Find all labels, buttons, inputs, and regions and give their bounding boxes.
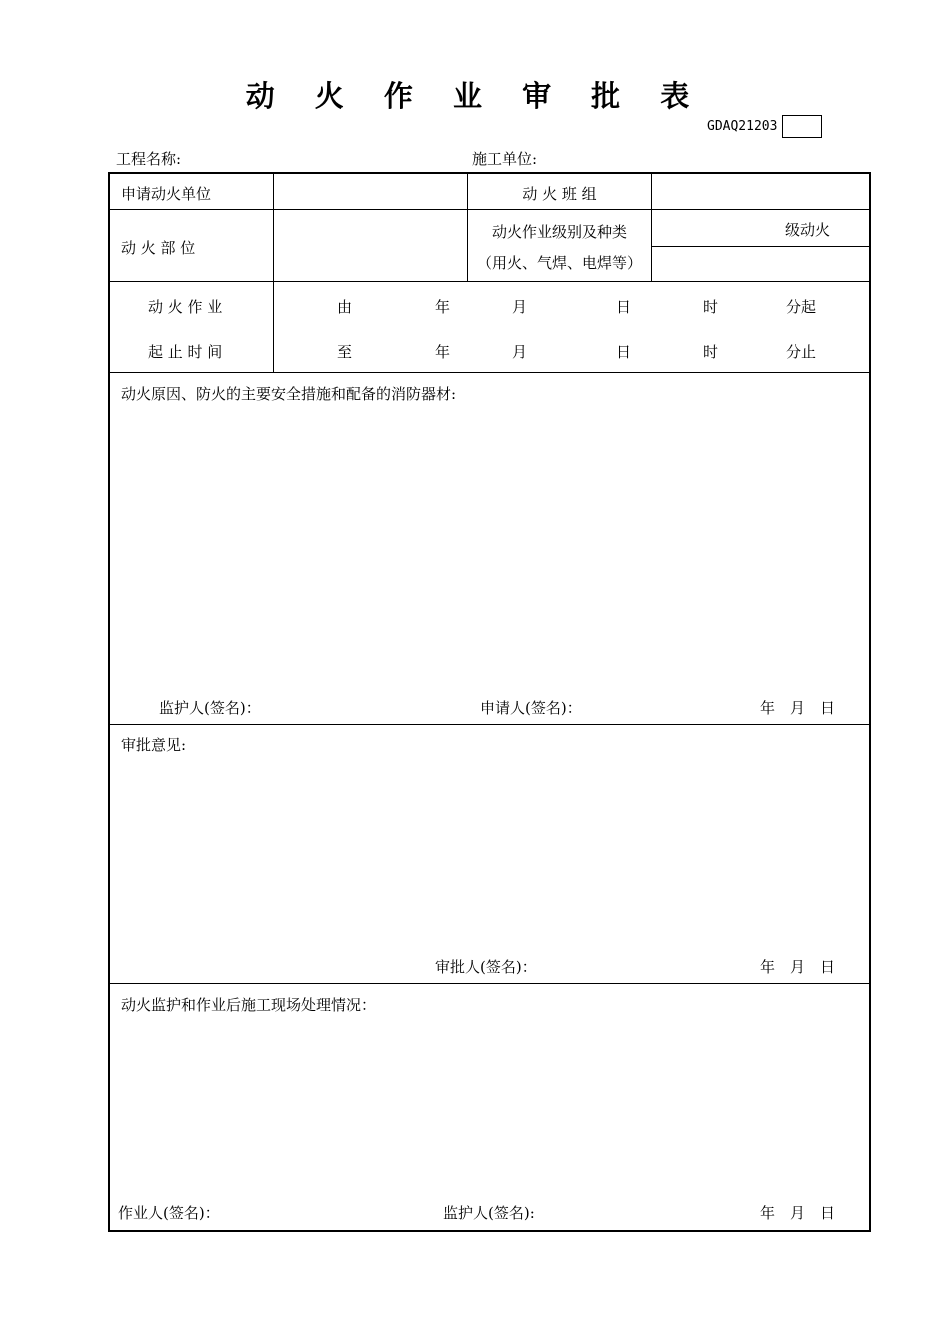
construction-unit-label: 施工单位: (472, 150, 538, 168)
start-month: 月 (512, 298, 528, 316)
page-title: 动 火 作 业 审 批 表 (245, 79, 705, 113)
start-hour: 时 (703, 298, 719, 316)
level-label-line1: 动火作业级别及种类 (491, 223, 627, 241)
aftermath-supervisor-sign: 监护人(签名): (443, 1204, 535, 1222)
apply-unit-field[interactable] (275, 175, 466, 208)
start-minute: 分起 (786, 298, 817, 316)
apply-unit-label: 申请动火单位 (121, 185, 212, 203)
team-field[interactable] (653, 175, 868, 208)
worker-sign: 作业人(签名)： (118, 1204, 220, 1222)
reason-field[interactable] (112, 406, 867, 686)
time-from: 由 (337, 298, 353, 316)
aftermath-date: 年 月 日 (760, 1204, 836, 1222)
end-hour: 时 (703, 343, 719, 361)
time-label-line2: 起 止 时 间 (148, 343, 223, 361)
level-value: 级动火 (785, 221, 831, 239)
end-minute: 分止 (786, 343, 817, 361)
aftermath-field[interactable] (112, 1018, 867, 1188)
location-label: 动 火 部 位 (121, 239, 196, 257)
end-year: 年 (435, 343, 451, 361)
reason-applicant-sign: 申请人(签名)： (480, 699, 582, 717)
reason-supervisor-sign: 监护人(签名)： (159, 699, 261, 717)
start-year: 年 (435, 298, 451, 316)
end-month: 月 (512, 343, 528, 361)
form-code-box[interactable] (782, 115, 822, 138)
time-to: 至 (337, 343, 353, 361)
team-label: 动 火 班 组 (522, 185, 597, 203)
form-code: GDAQ21203 (707, 119, 778, 134)
approver-sign: 审批人(签名)： (435, 958, 537, 976)
fire-type-field[interactable] (653, 248, 868, 280)
reason-label: 动火原因、防火的主要安全措施和配备的消防器材: (121, 385, 457, 403)
approval-label: 审批意见: (121, 736, 187, 754)
approval-date: 年 月 日 (760, 958, 836, 976)
reason-date: 年 月 日 (760, 699, 836, 717)
end-day: 日 (616, 343, 632, 361)
location-field[interactable] (275, 211, 466, 280)
aftermath-label: 动火监护和作业后施工现场处理情况： (121, 996, 377, 1014)
project-name-label: 工程名称: (116, 150, 182, 168)
time-label-line1: 动 火 作 业 (148, 298, 223, 316)
start-day: 日 (616, 298, 632, 316)
level-label-line2: （用火、气焊、电焊等） (476, 254, 642, 272)
approval-field[interactable] (112, 758, 867, 948)
